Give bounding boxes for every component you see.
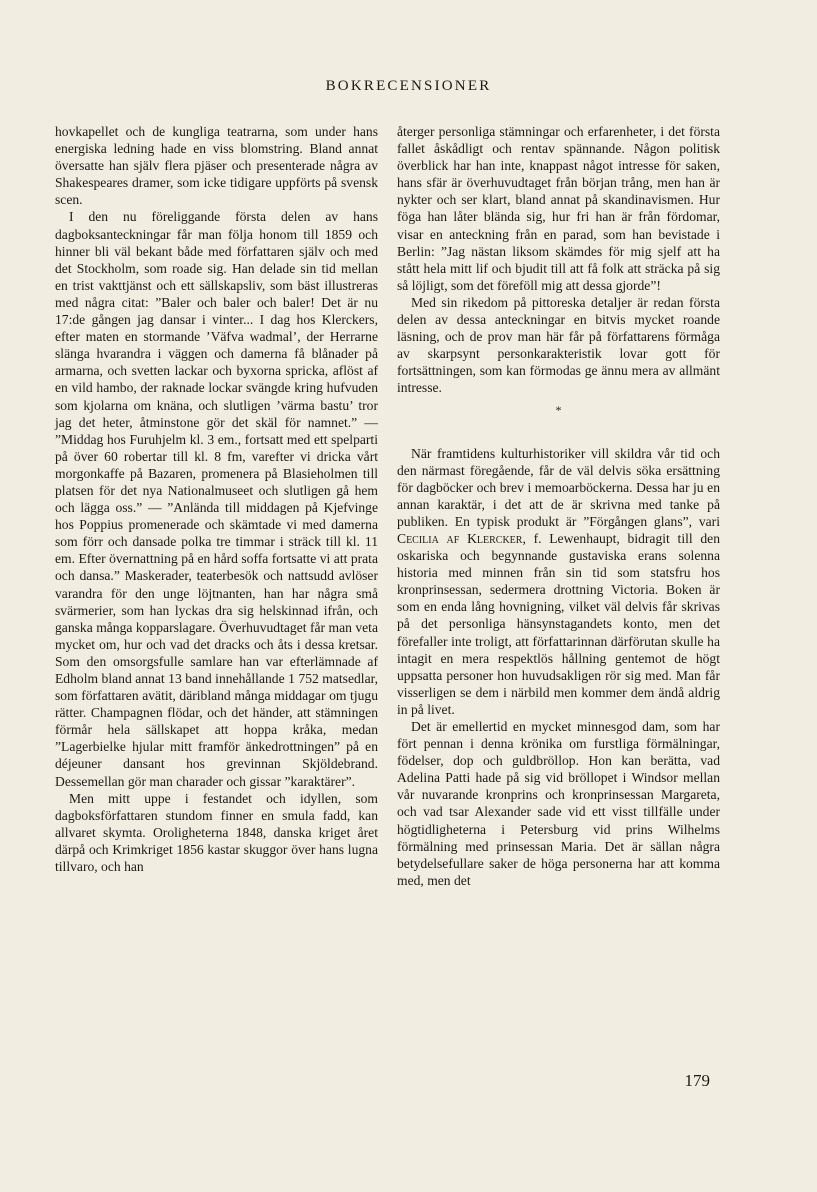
- paragraph: [397, 445, 720, 719]
- left-column: [55, 123, 378, 875]
- running-header: BOKRECENSIONER: [325, 78, 492, 94]
- paragraph: Med sin rikedom på pittoreska detaljer är redan första delen av dessa anteckningar en bitvis mycket roande läsning, och de prov man här får på författarens förmåga av skarpsynt personkarakteristik lovar gott för fortsättningen, som kan förmodas ge ännu mera av allmänt intresse.: [397, 294, 720, 396]
- section-separator: *: [555, 402, 562, 417]
- paragraph: Men mitt uppe i festandet och idyllen, som dagboksförfattaren stundom finner en smula fadd, kan allvaret skymta. Oroligheterna 1848, danska kriget året därpå och Krimkriget 1856 kastar skuggor över hans lugna tillvaro, och han: [55, 790, 378, 875]
- paragraph: I den nu föreliggande första delen av hans dagboksanteckningar får man följa honom till 1859 och hinner bli väl bekant både med författaren själv och med det Stockholm, som roade sig. Han delade sin tid mellan en trist vakttjänst och ett sällskapsliv, som bäst illustreras med några citat: ”Baler och baler och baler! Det är nu 17:de gången jag dansar i vinter... I dag hos Klerckers, efter maten en stormande ’Väfva wadmal’, der Herrarne slänga hvarandra i väggen och damerna få blånader på armarna, och svetten lackar och byxorna spricka, aflöst af en vild hambo, der raknade lockar svängde kring hufvuden som kjolarna om knäna, och slutligen ’värma bastu’ tror jag det heter, åtminstone gör det skäl för namnet.” — ”Middag hos Furuhjelm kl. 3 em., fortsatt med ett spelparti på över 60 robertar till kl. 8 fm, varefter vi dricka vårt morgonkaffe på Bazaren, promenera på Blasieholmen till platsen för det nya Nationalmuseet och slutligen gå hem och lägga oss.” — ”Anlända till middagen på Kjefvinge hos Poppius promenerade och skämtade vi med damerna som förr och dansade polka tre timmar i sträck till kl. 11 em. Efter övernattning på en hård soffa fortsatte vi att prata och dansa.” Maskerader, teaterbesök och nattsudd avlöser varandra för den unge löjtnanten, han har några små svärmerier, som han lyckas dra sig helskinnad ifrån, och ganska många kopparslagare. Överhuvudtaget får man veta mycket om, hur och vad det dracks och åts i dessa kretsar. Som den omsorgsfulle samlare han var efterlämnade af Edholm bland annat 13 band innehållande 1 752 matsedlar, som författaren avätit, däribland många middagar om tjugu rätter. Champagnen flödar, och det händer, att stämningen förmår hela sällskapet att hoppa kråka, medan ”Lagerbielke hjular mitt framför änkedrottningen” på en déjeuner dansant hos grevinnan Skjöldebrand. Dessemellan gör man charader och gissar ”karaktärer”.: [55, 209, 378, 789]
- paragraph: Det är emellertid en mycket minnesgod dam, som har fört pennan i denna krönika om furstliga förmälningar, födelser, dop och guldbröllop. Hon kan berätta, vad Adelina Patti hade på sig vid bröllopet i Windsor mellan vår nuvarande kronprins och kronprinsessan Margareta, och vad tsar Alexander sade vid ett visst tillfälle under högtidligheterna i Petersburg vid prins Wilhelms förmälning med prinsessan Maria. Det är sällan några betydelsefullare saker de höga personerna har att komma med, men det: [397, 719, 720, 888]
- page-number: 179: [684, 1071, 710, 1090]
- right-column: [397, 123, 720, 889]
- paragraph-text: , f. Lewenhaupt, bidragit till den oskariska och begynnande gustaviska erans solenna historia med minnen från sin tid som statsfru hos kronprinsessan, sedermera drottning Victoria. Boken är som en enda lång hovnigning, vilket väl delvis får skrivas på det personliga hänsynstagandets konto, men det förefaller inte troligt, att författarinnan därförutan skulle ha intagit en mera respektlös hållning gentemot de högt uppsatta personer hon huvudsakligen rör sig med. Man får visserligen se dem i närbild men kommer dem ändå aldrig in på livet.: [397, 530, 720, 717]
- paragraph: hovkapellet och de kungliga teatrarna, som under hans energiska ledning hade en viss blomstring. Bland annat översatte han själv flera pjäser och presenterade några av Shakespeares dramer, som icke tidigare uppförts på svensk scen.: [55, 124, 378, 208]
- author-name: Cecilia af Klercker: [397, 530, 523, 546]
- paragraph: återger personliga stämningar och erfarenheter, i det första fallet åskådligt och rentav spännande. Någon politisk överblick har han inte, knappast något intresse för saken, hans sfär är överhuvudtaget från början trång, men han är nykter och ser klart, bland annat på skandinavismen. Hur föga han låter blända sig, hur fri han är från fördomar, visar en anteckning från en parad, som han bevistade i Berlin: ”Jag nästan liksom skämdes för mig sjelf att ha stått hela mitt lif och bjudit till att få folk att sträcka på sig så löjligt, som det föreföll mig att dessa gjorde”!: [397, 124, 720, 293]
- paragraph-text: När framtidens kulturhistoriker vill skildra vår tid och den närmast föregående, får de väl delvis söka ersättning för dagböcker och brev i memoarböckerna. Dessa har ju en annan karaktär, i det att de är skrivna med tanke på publiken. En typisk produkt är ”Förgången glans”, vari: [397, 445, 720, 529]
